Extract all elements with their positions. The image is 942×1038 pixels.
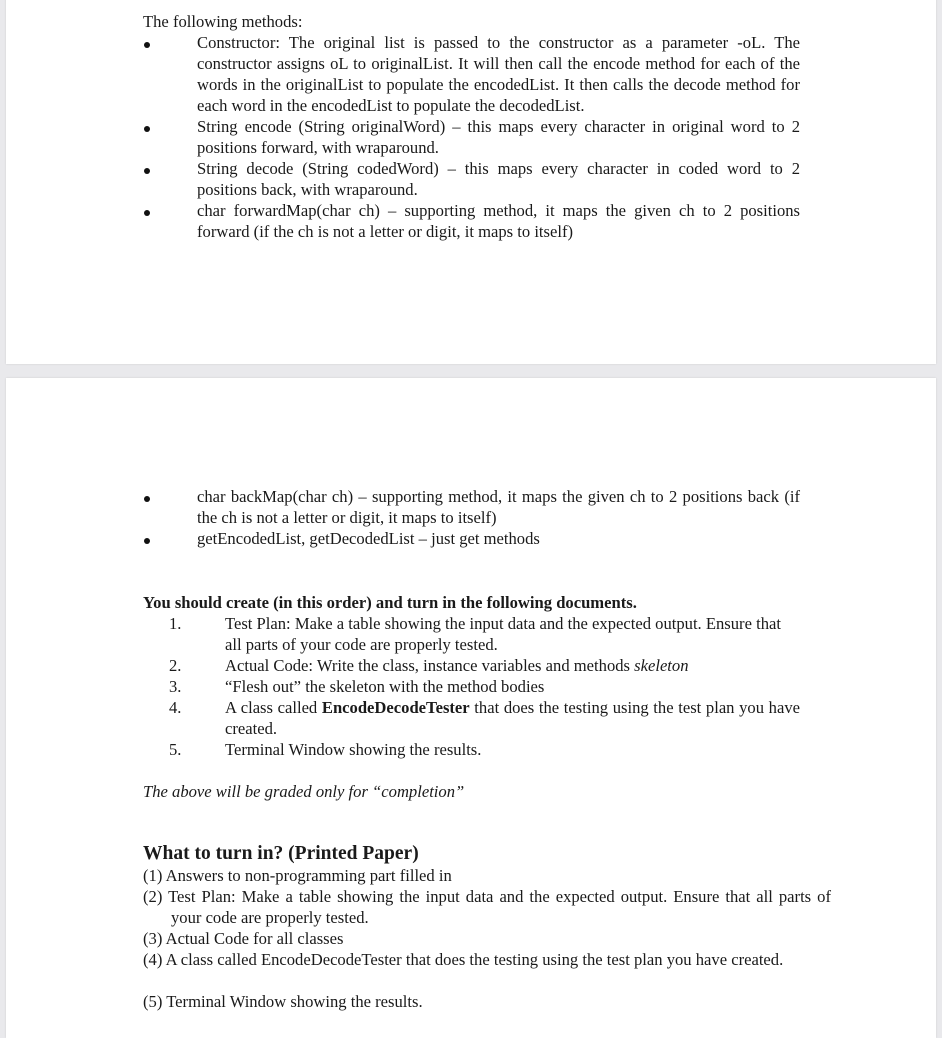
method-constructor: Constructor: The original list is passed to the constructor as a parameter -oL. The constructor assigns oL to originalList. It will then call the encode method for each of the words in the originalList to populate the encodedList. It then calls the decode method for each word in the encodedList to populate the decodedList.: [197, 33, 800, 115]
method-getters: getEncodedList, getDecodedList – just get methods: [197, 529, 540, 548]
create-item-terminal: Terminal Window showing the results.: [225, 740, 482, 759]
methods-intro: The following methods:: [143, 12, 303, 31]
turnin-item: (1) Answers to non-programming part filled in: [143, 866, 452, 885]
create-item-actual-code-text: Actual Code: Write the class, instance variables and methods: [225, 656, 635, 675]
tester-text-before: A class called: [225, 698, 322, 717]
method-backmap: char backMap(char ch) – supporting method, it maps the given ch to 2 positions back (if the ch is not a letter or digit, it maps to itself): [197, 487, 800, 527]
graded-note: The above will be graded only for “completion”: [143, 782, 465, 801]
method-forwardmap: char forwardMap(char ch) – supporting method, it maps the given ch to 2 positions forward (if the ch is not a letter or digit, it maps to itself): [197, 201, 800, 241]
tester-class-name: EncodeDecodeTester: [321, 698, 470, 717]
bullet-dot: [144, 168, 150, 174]
item-number: 1.: [169, 614, 182, 633]
turnin-item: (3) Actual Code for all classes: [143, 929, 344, 948]
turnin-item: (2) Test Plan: Make a table showing the input data and the expected output. Ensure that all parts of your code are properly tested.: [143, 887, 831, 927]
document-page-1: [6, 0, 936, 364]
create-heading: You should create (in this order) and turn in the following documents.: [143, 593, 637, 612]
bullet-dot: [144, 210, 150, 216]
create-item-test-plan: Test Plan: Make a table showing the input data and the expected output. Ensure that all parts of your code are properly tested.: [225, 614, 781, 654]
turnin-heading: What to turn in? (Printed Paper): [143, 843, 419, 864]
item-number: 3.: [169, 677, 182, 696]
create-item-actual-code: [225, 655, 800, 676]
tester-text-after: that does the testing using the test plan you have created.: [225, 698, 800, 738]
bullet-dot: [144, 496, 150, 502]
bullet-dot: [144, 126, 150, 132]
document-page-2: [6, 378, 936, 1038]
turnin-item: (5) Terminal Window showing the results.: [143, 992, 423, 1011]
create-item-flesh-out: “Flesh out” the skeleton with the method bodies: [225, 677, 545, 696]
skeleton-word: skeleton: [634, 656, 689, 675]
item-number: 2.: [169, 656, 182, 675]
item-number: 5.: [169, 740, 182, 759]
turnin-item: (4) A class called EncodeDecodeTester that does the testing using the test plan you have created.: [143, 950, 784, 969]
item-number: 4.: [169, 698, 182, 717]
bullet-dot: [144, 538, 150, 544]
bullet-dot: [144, 42, 150, 48]
create-item-tester-class: [225, 697, 800, 739]
method-decode: String decode (String codedWord) – this maps every character in coded word to 2 positions back, with wraparound.: [197, 159, 800, 199]
method-encode: String encode (String originalWord) – this maps every character in original word to 2 positions forward, with wraparound.: [197, 117, 800, 157]
